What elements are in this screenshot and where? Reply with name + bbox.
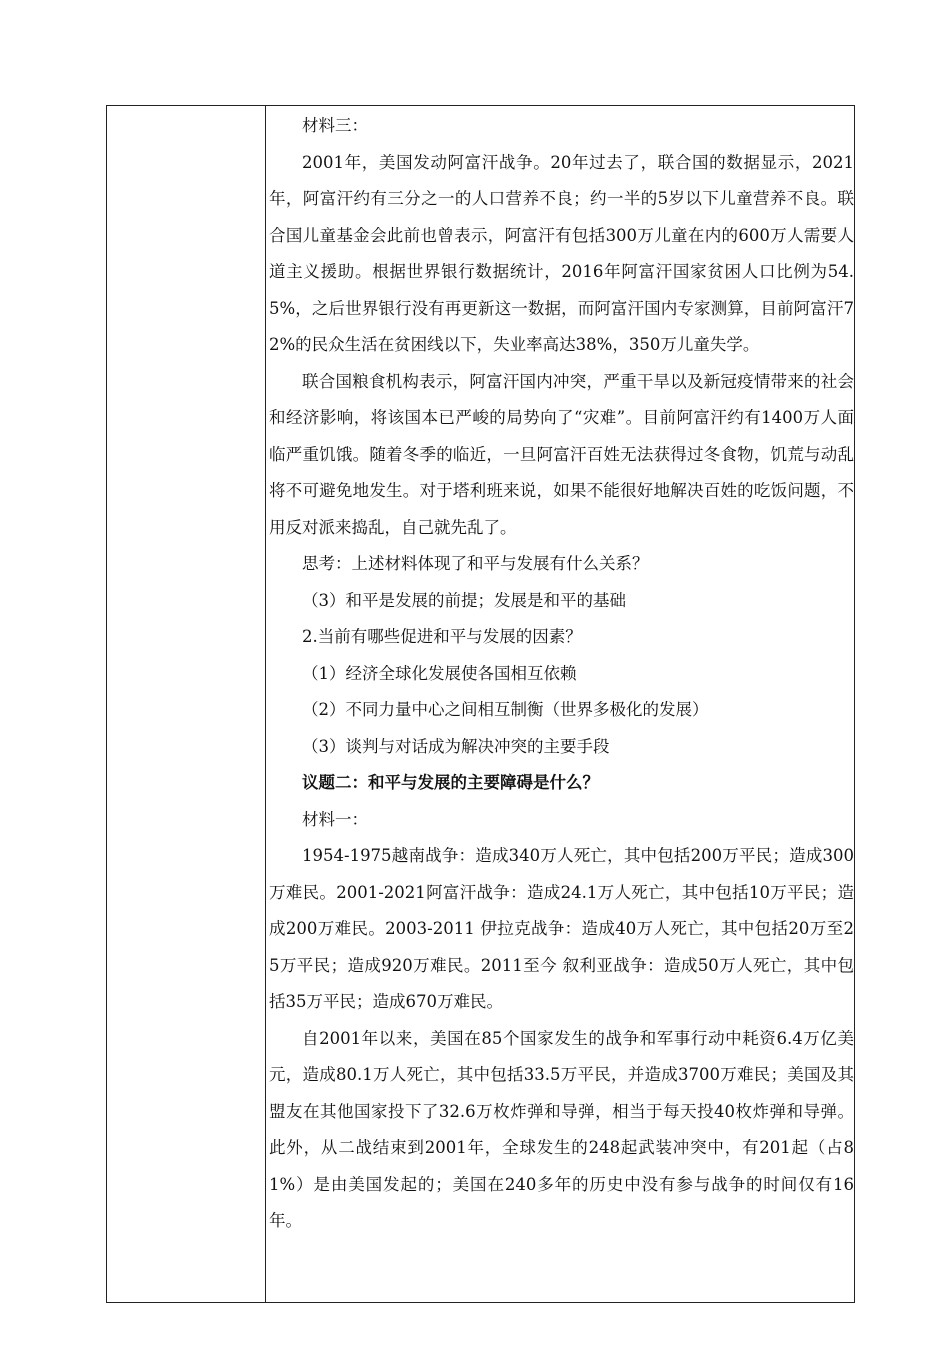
- material3-paragraph-1: 2001年，美国发动阿富汗战争。20年过去了，联合国的数据显示，2021年，阿富汗约有三分之一的人口营养不良；约一半的5岁以下儿童营养不良。联合国儿童基金会此前也曾表示，阿富汗有包括300万儿童在内的600万人需要人道主义援助。根据世界银行数据统计，2016年阿富汗国家贫困人口比例为54.5%，之后世界银行没有再更新这一数据，而阿富汗国内专家测算，目前阿富汗72%的民众生活在贫困线以下，失业率高达38%，350万儿童失学。: [269, 152, 854, 354]
- factor-item-3: （3）谈判与对话成为解决冲突的主要手段: [302, 736, 610, 756]
- factors-question: 2.当前有哪些促进和平与发展的因素？: [302, 627, 582, 646]
- thinking-question: 思考：上述材料体现了和平与发展有什么关系？: [302, 554, 649, 573]
- topic2-title: 议题二：和平与发展的主要障碍是什么？: [302, 773, 599, 792]
- left-column-cell: [107, 106, 266, 1302]
- material3-paragraph-2: 联合国粮食机构表示，阿富汗国内冲突，严重干旱以及新冠疫情带来的社会和经济影响，将该国本已严峻的局势向了“灾难”。目前阿富汗约有1400万人面临严重饥饿。随着冬季的临近，一旦阿富汗百姓无法获得过冬食物，饥荒与动乱将不可避免地发生。对于塔利班来说，如果不能很好地解决百姓的吃饭问题，不用反对派来捣乱，自己就先乱了。: [269, 371, 854, 537]
- material1-paragraph-1: 1954-1975越南战争：造成340万人死亡，其中包括200万平民；造成300万难民。2001-2021阿富汗战争：造成24.1万人死亡，其中包括10万平民；造成200万难民。2003-2011 伊拉克战争：造成40万人死亡，其中包括20万至25万平民；造成920万难民。2011至今 叙利亚战争：造成50万人死亡，其中包括35万平民；造成670万难民。: [269, 846, 854, 1011]
- material1-paragraph-2: 自2001年以来，美国在85个国家发生的战争和军事行动中耗资6.4万亿美元，造成80.1万人死亡，其中包括33.5万平民，并造成3700万难民；美国及其盟友在其他国家投下了32.6万枚炸弹和导弹，相当于每天投40枚炸弹和导弹。此外，从二战结束到2001年，全球发生的248起武装冲突中，有201起（占81%）是由美国发起的；美国在240多年的历史中没有参与战争的时间仅有16年。: [269, 1028, 854, 1230]
- factor-item-1: （1）经济全球化发展使各国相互依赖: [302, 663, 577, 683]
- material1-heading: 材料一：: [302, 809, 368, 829]
- factor-item-2: （2）不同力量中心之间相互制衡（世界多极化的发展）: [302, 700, 709, 719]
- lesson-table: [106, 105, 855, 1303]
- thinking-answer: （3）和平是发展的前提；发展是和平的基础: [302, 590, 626, 610]
- content-cell: [266, 106, 854, 1302]
- material3-heading: 材料三：: [302, 116, 368, 135]
